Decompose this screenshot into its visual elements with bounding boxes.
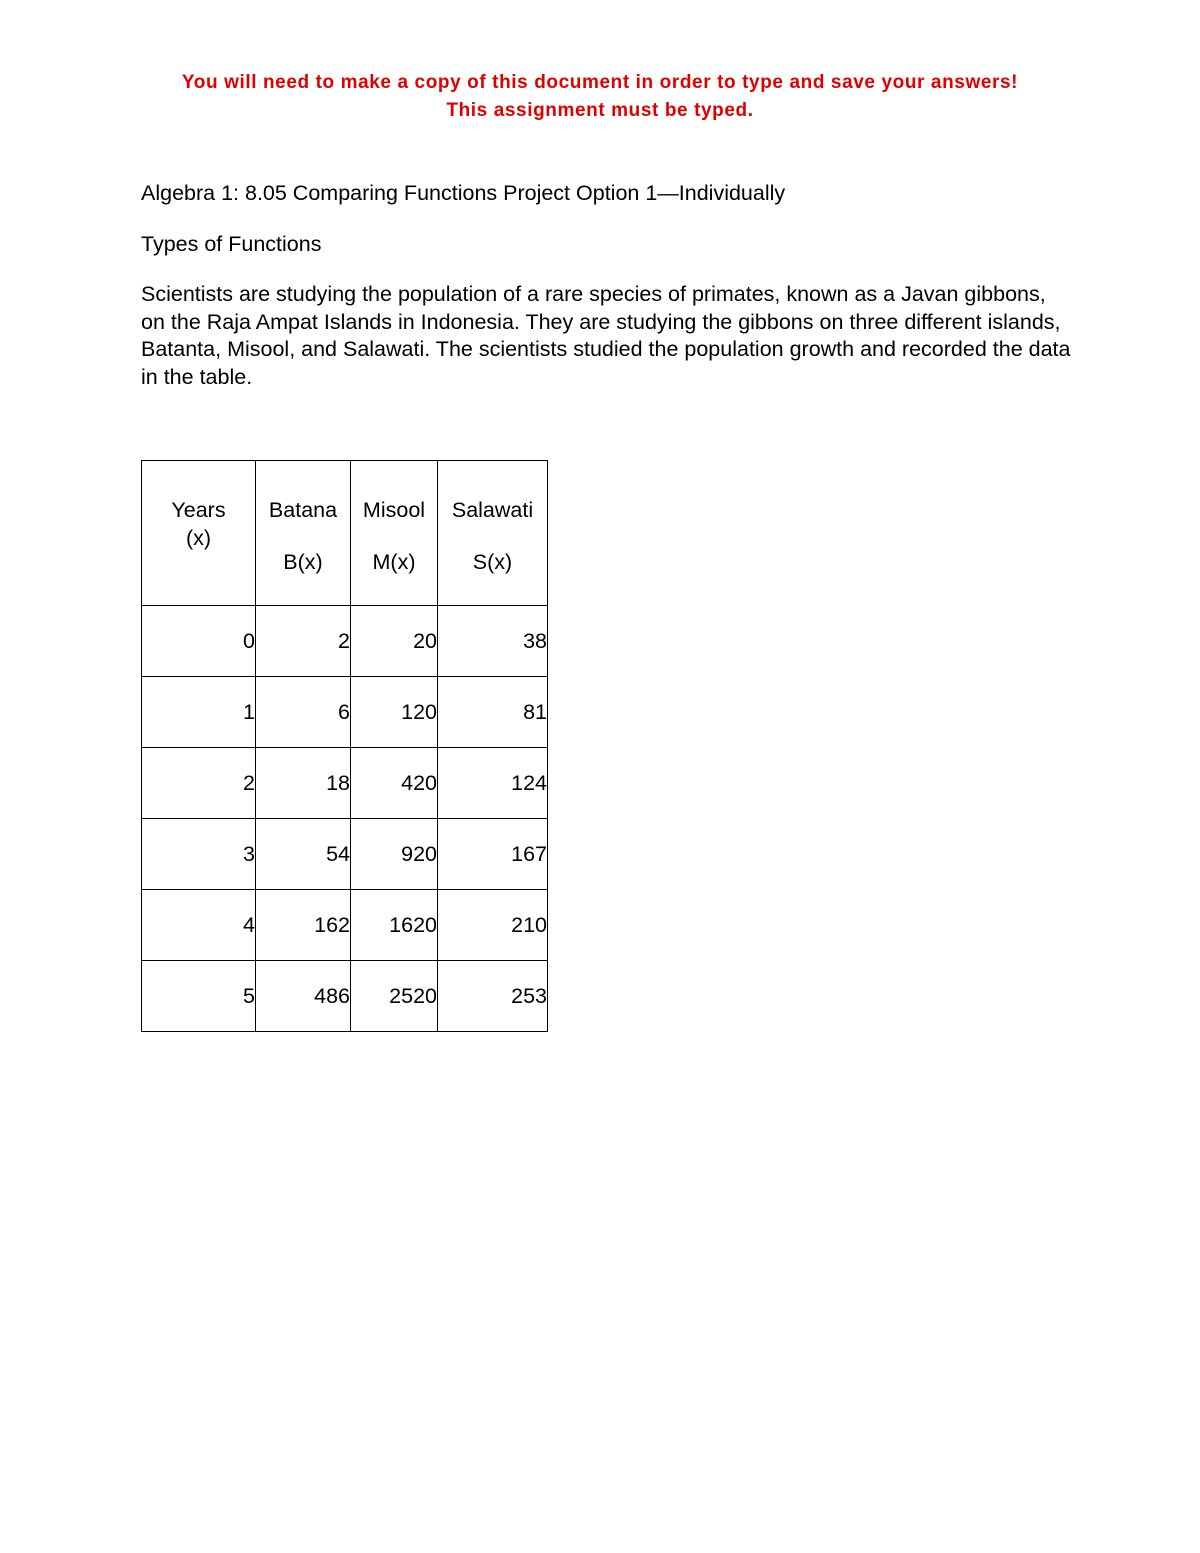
header-batana-label: Batana <box>268 498 338 522</box>
cell-salawati: 167 <box>438 819 548 890</box>
cell-misool: 2520 <box>351 961 438 1032</box>
header-misool <box>351 461 438 606</box>
cell-salawati: 81 <box>438 677 548 748</box>
cell-misool: 20 <box>351 606 438 677</box>
header-salawati-symbol: S(x) <box>472 550 513 574</box>
cell-batana: 162 <box>256 890 351 961</box>
cell-batana: 54 <box>256 819 351 890</box>
cell-salawati: 210 <box>438 890 548 961</box>
table-row <box>142 819 548 890</box>
population-table <box>141 460 548 1032</box>
problem-paragraph: Scientists are studying the population of a rare species of primates, known as a Javan gibbons, on the Raja Ampat Islands in Indonesia. They are studying the gibbons on three different islands, Batanta, Misool, and Salawati. The scientists studied the population growth and recorded the data in the table. <box>141 282 1071 389</box>
header-years-symbol: (x) <box>185 526 212 550</box>
header-salawati-label: Salawati <box>451 498 534 522</box>
header-misool-label: Misool <box>362 498 426 522</box>
cell-misool: 920 <box>351 819 438 890</box>
copy-notice: You will need to make a copy of this document in order to type and save your answers! <box>181 72 1019 93</box>
table-row <box>142 748 548 819</box>
cell-years: 2 <box>142 748 256 819</box>
table-row <box>142 677 548 748</box>
document-title: Algebra 1: 8.05 Comparing Functions Project Option 1—Individually <box>141 181 786 205</box>
header-batana-symbol: B(x) <box>283 550 323 574</box>
table-row <box>142 961 548 1032</box>
cell-salawati: 124 <box>438 748 548 819</box>
cell-batana: 6 <box>256 677 351 748</box>
cell-years: 1 <box>142 677 256 748</box>
cell-years: 3 <box>142 819 256 890</box>
header-misool-symbol: M(x) <box>372 550 416 574</box>
header-batana <box>256 461 351 606</box>
table-row <box>142 606 548 677</box>
header-years <box>142 461 256 606</box>
cell-batana: 2 <box>256 606 351 677</box>
cell-misool: 120 <box>351 677 438 748</box>
typed-notice: This assignment must be typed. <box>446 100 754 121</box>
cell-salawati: 38 <box>438 606 548 677</box>
table-header-row <box>142 461 548 606</box>
cell-years: 4 <box>142 890 256 961</box>
cell-batana: 486 <box>256 961 351 1032</box>
cell-misool: 420 <box>351 748 438 819</box>
cell-misool: 1620 <box>351 890 438 961</box>
header-salawati <box>438 461 548 606</box>
cell-batana: 18 <box>256 748 351 819</box>
document-subtitle: Types of Functions <box>141 232 322 256</box>
cell-salawati: 253 <box>438 961 548 1032</box>
cell-years: 0 <box>142 606 256 677</box>
header-years-label: Years <box>171 498 226 522</box>
table-row <box>142 890 548 961</box>
cell-years: 5 <box>142 961 256 1032</box>
